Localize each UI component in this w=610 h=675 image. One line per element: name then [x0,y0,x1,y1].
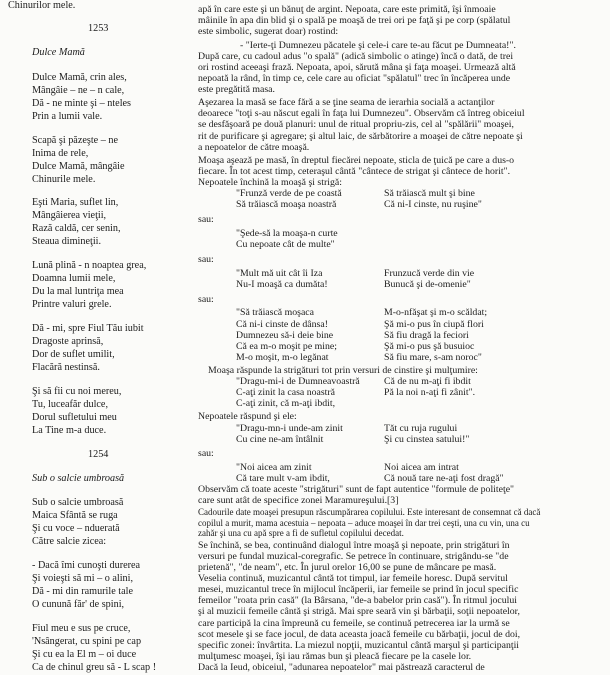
text-line: Şi cu cinstea satului!" [384,434,470,446]
verse-line: Ca de chinul greu să - L scap ! [32,662,157,673]
verse-line: - Dacă îmi cunoşti durerea [32,560,141,571]
text-line: Nepoatele răspund şi ele: [198,411,297,423]
text-line: Cu cine ne-am întâlnit [236,434,324,446]
verse-line: Fiul meu e sus pe cruce, [32,623,131,634]
text-line: C-aţi zinit, că m-aţi ibdit, [236,398,336,410]
verse-line: Dorul sufletului meu [32,412,117,423]
verse-line: Mângâie – ne – n cale, [32,85,125,96]
text-line: "Noi aicea am zinit [236,462,312,473]
text-line: deoarece "toţi s-au născut egali în faţa lui Dumnezeu". Observăm că întreg obiceiul [198,108,525,120]
verse-line: Steaua dimineţii. [32,236,102,247]
verse-line: Dulce Mamă, crin ales, [32,72,127,83]
text-line: Şă mi-o pus şă busuioc [384,340,475,352]
text-line: Nepoatele închină la moaşă şi strigă: [198,176,342,188]
text-line: Să fiu dragă la feciori [384,329,469,341]
text-line: "Dragu-mn-i unde-am zinit [236,423,343,435]
text-line: scot mesele şi se face jocul, de data aceasta joacă femeile cu bărbaţii, jocul de doi, [198,628,521,640]
verse-line: Chinurile mele. [32,174,96,185]
verse-line: La Tine m-a duce. [32,425,107,436]
text-line: Că de nu m-aţi fi ibdit [384,375,471,387]
text-line: Şă mi-o pus în ciupă flori [384,318,484,330]
poem-title: Sub o salcie umbroasă [32,473,125,484]
footnote-line: zahăr şi una cu apă spre a fi de sufletul copilului decedat. [198,527,404,538]
text-line: Că tare mult v-am ibdit, [236,473,330,485]
poem-number: 1254 [88,449,109,460]
text-line: - "Ierte-ţi Dumnezeu păcatele şi cele-i care te-au făcut pe Dumneata!". [240,39,516,51]
verse-line: Printre valuri grele. [32,299,112,310]
text-line: şi al muzicii femeile cântă şi strigă. Mai spre seară vin şi bărbaţii, soţii nepoatelor, [198,606,520,618]
verse-line: Rază caldă, cer senin, [32,223,121,234]
text-line: "Frunză verde de pe coastă [236,188,342,199]
text-line: Că ea m-o moşit pe mine; [236,340,337,352]
poem-title: Dulce Mamă [32,47,85,58]
text-line: Cu nepoate cât de multe" [236,238,335,250]
text-line: rit de purificare şi agregare; şi altul laic, de sărbătorire a moaşei de către nepoate şi [198,130,523,142]
text-line: se desfăşoară pe două planuri: unul de ritual propriu-zis, cel al "spălării" moaşei, [198,119,514,131]
verse-line: Dă - mi din ramurile tale [32,586,133,597]
text-line: "Să trăiască moşaca [236,307,314,319]
text-line: Frunzucă verde din vie [384,267,475,279]
verse-line: Tu, luceafăr dulce, [32,399,109,410]
text-line: a nepoatelor de către moaşă. [198,141,310,153]
verse-line: O cunună făr' de spini, [32,599,125,610]
text-line: "Dragu-mi-i de Dumneavoastră [236,375,360,387]
text-line: Să fiu mare, s-am noroc" [384,351,482,363]
text-line: Că nouă tare ne-aţi fost dragă" [384,473,504,485]
text-line: apă în care este şi un bănuţ de argint. Nepoata, care este primită, îşi înmoaie [198,3,496,15]
verse-line: 'Nsângerat, cu spini pe cap [32,636,142,647]
text-line: M-o moşit, m-o legănat [236,351,329,363]
text-line: Veselia continuă, muzicantul cântă tot timpul, iar femeile horesc. După servitul [198,573,508,585]
poem-number: 1253 [88,23,109,34]
verse-line: Şi voieşti să mi – o alini, [32,573,134,584]
text-line: care participă la cina împreună cu femeile, se continuă petrecerea iar la urmă se [198,617,510,629]
footnote-line: Cadourile date moaşei presupun răscumpărarea copilului. Este interesant de consemnat că dacă [198,507,541,518]
text-line: ori rostind aceeaşi frază. Nepoata, apoi, sărută mâna şi faţa moaşei. Urmează altă [198,62,516,73]
text-line: Că ni-i cinste de dânsa! [236,318,328,330]
text-line: C-aţi zinit la casa noastră [236,387,336,398]
text-line: nepoată la rând, în timp ce, cele care au oficiat "spălatul" trec în încăperea unde [198,73,511,85]
text-line: Nu-I moaşă ca dumăta! [236,278,328,290]
text-line: Să trăiască moaşa noastră [236,199,337,211]
text-line: mâinile în apa din blid şi o spală pe moaşă de trei ori pe faţă şi pe corp (spălatul [198,14,511,26]
text-line: Moaşa răspunde la strigături tot prin versuri de cinstire şi mulţumire: [208,364,478,376]
verse-line: Scapă şi păzeşte – ne [32,135,118,146]
text-line: mesei, muzicantul trece în mijlocul încăperii, iar femeile se prind în jocul specific [198,584,519,596]
text-line: "Şede-să la moaşa-n curte [236,227,338,239]
text-line: Observăm că toate aceste "strigături" sunt de fapt autentice "formule de politeţe" [198,484,515,496]
footnote-line: copilul a murit, mama acestuia – nepoata – aduce moaşei în dar trei ceşti, una cu vin, una cu [198,517,530,528]
text-line: sau: [198,213,214,225]
text-line: sau: [198,293,214,305]
verse-line: Flacără nestinsă. [32,362,100,373]
text-line: Moaşa aşează pe masă, în dreptul fiecărei nepoate, sticla de ţuică pe care a dus-o [198,154,515,166]
verse-line: Şi să fii cu noi mereu, [32,386,122,397]
text-line: Că ni-I cinste, nu ruşine" [384,199,482,211]
text-line: Noi aicea am intrat [384,462,459,473]
verse-line: Dă - ne minte şi – nteles [32,98,132,109]
text-line: "Mult mă uit cât îi Iza [236,267,323,279]
text-line: Dacă la Ieud, obiceiul, "adunarea nepoatelor" mai păstrează caracterul de [198,662,485,673]
verse-line: Dor de suflet umilit, [32,349,115,360]
verse-line: Sub o salcie umbroasă [32,497,124,508]
text-line: sau: [198,253,214,265]
verse-line: Chinurilor mele. [8,0,76,11]
verse-line: Dragoste aprinsă, [32,336,104,347]
verse-line: Inima de rele, [32,148,89,159]
verse-line: Dulce Mamă, mângâie [32,161,125,172]
verse-line: Prin a lumii vale. [32,111,103,122]
text-line: fiecare. În tot acest timp, ceteraşul cântă "cântece de strigat şi cântece de horit". [198,165,511,177]
text-line: Tăt cu ruja rugului [384,423,458,435]
text-line: Pă la noi n-aţi fi zânit". [384,387,476,398]
text-line: femeilor "roata prin casă" (la Bârsana, "de-a babelor prin casă"). În ritmul jocului [198,595,518,607]
text-line: mulţumesc moaşei, îşi iau rămas bun şi pleacă fiecare pe la casele lor. [198,650,472,662]
text-line: M-o-nfăşat şi m-o scăldat; [384,307,488,319]
text-line: este pregătită masa. [198,84,275,96]
verse-line: Şi cu voce – nduerată [32,523,120,534]
text-line: versuri pe fundal muzical-coregrafic. Se petrece în continuare, strigându-se "de [198,550,509,562]
text-line: specific zonei: învârtita. La miezul nopţii, muzicantul cântă marşul şi participanţii [198,639,520,651]
verse-line: Eşti Maria, suflet lin, [32,197,119,208]
verse-line: Maica Sfântă se ruga [32,510,118,521]
text-line: Se închină, se bea, continuând dialogul între moaşă şi nepoate, prin strigături în [198,539,510,551]
verse-line: Dă - mi, spre Fiul Tău iubit [32,323,144,334]
verse-line: Lună plină - n noaptea grea, [32,260,147,271]
text-line: sau: [198,448,214,460]
text-line: Să trăiască mult şi bine [384,188,475,199]
text-line: Dumnezeu să-i deie bine [236,329,334,341]
verse-line: Şi cu ea la El m – oi duce [32,649,137,660]
verse-line: Doamna lumii mele, [32,273,116,284]
verse-line: Către salcie zicea: [32,536,107,547]
text-line: Bunucă şi de-omenie" [384,278,471,290]
verse-line: Mângâierea vieţii, [32,210,107,221]
text-line: care sunt atât de specifice zonei Maramureşului.[3] [198,495,399,507]
text-line: prietenă", "de neam", etc. În jurul orelor 16,00 se pune de mâncare pe masă. [198,562,497,573]
text-line: este simbolic, sugerat doar) rostind: [198,25,339,37]
text-line: După care, cu cadoul adus "o spală" (adică simbolic o atinge) încă o dată, de trei [198,50,514,62]
text-line: Aşezarea la masă se face fără a se ţine seama de ierarhia socială a actanţilor [198,97,495,109]
verse-line: Du la mal luntriţa mea [32,286,124,297]
